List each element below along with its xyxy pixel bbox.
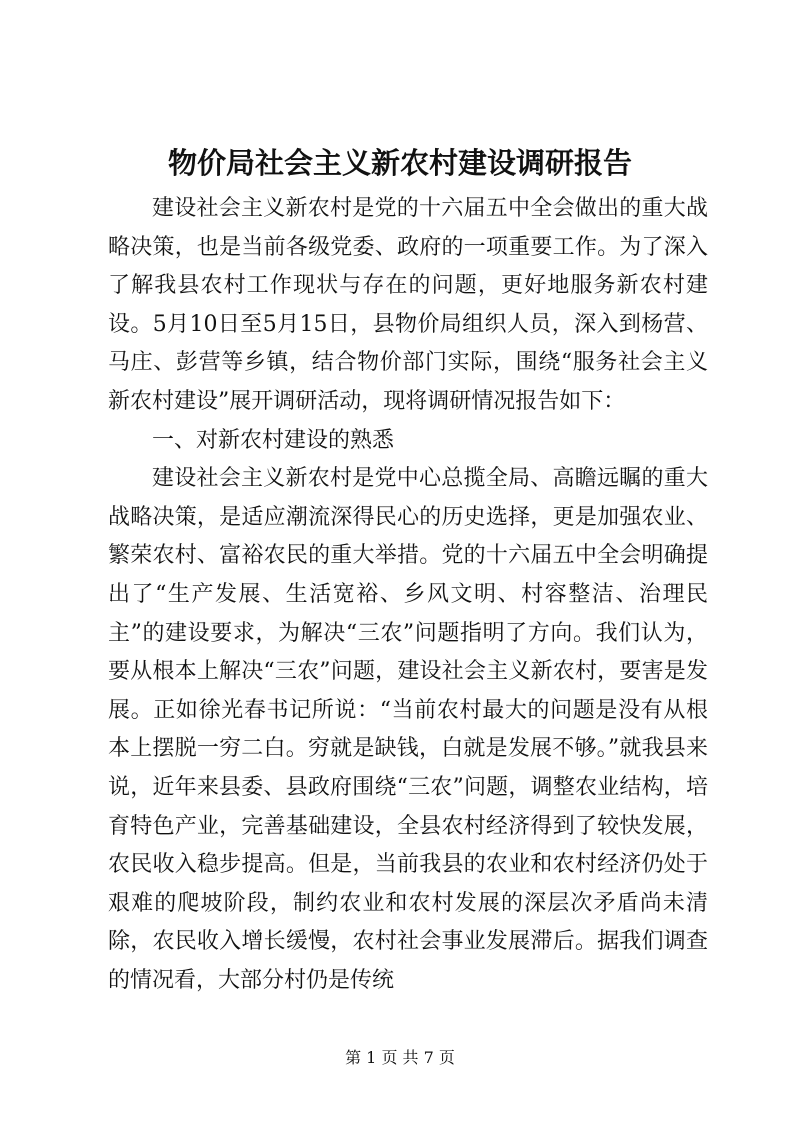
body-paragraph: 建设社会主义新农村是党中心总揽全局、高瞻远瞩的重大战略决策，是适应潮流深得民心的历史选择，更是加强农业、繁荣农村、富裕农民的重大举措。党的十六届五中全会明确提出了“生产发展、生活宽裕、乡风文明、村容整洁、治理民主”的建设要求，为解决“三农”问题指明了方向。我们认为，要从根本上解决“三农”问题，建设社会主义新农村，要害是发展。正如徐光春书记所说：“当前农村最大的问题是没有从根本上摆脱一穷二白。穷就是缺钱，白就是发展不够。”就我县来说，近年来县委、县政府围绕“三农”问题，调整农业结构，培育特色产业，完善基础建设，全县农村经济得到了较快发展，农民收入稳步提高。但是，当前我县的农业和农村经济仍处于艰难的爬坡阶段，制约农业和农村发展的深层次矛盾尚未清除，农民收入增长缓慢，农村社会事业发展滞后。据我们调查的情况看，大部分村仍是传统 (108, 466, 708, 993)
page-footer: 第 1 页 共 7 页 (345, 1048, 455, 1067)
intro-paragraph: 建设社会主义新农村是党的十六届五中全会做出的重大战略决策，也是当前各级党委、政府的一项重要工作。为了深入了解我县农村工作现状与存在的问题，更好地服务新农村建设。5月10日至5月15日，县物价局组织人员，深入到杨营、马庄、彭营等乡镇，结合物价部门实际，围绕“服务社会主义新农村建设”展开调研活动，现将调研情况报告如下： (108, 196, 708, 414)
section-heading: 一、对新农村建设的熟悉 (152, 427, 395, 453)
document-body (108, 190, 708, 1000)
document-title: 物价局社会主义新农村建设调研报告 (167, 146, 632, 180)
